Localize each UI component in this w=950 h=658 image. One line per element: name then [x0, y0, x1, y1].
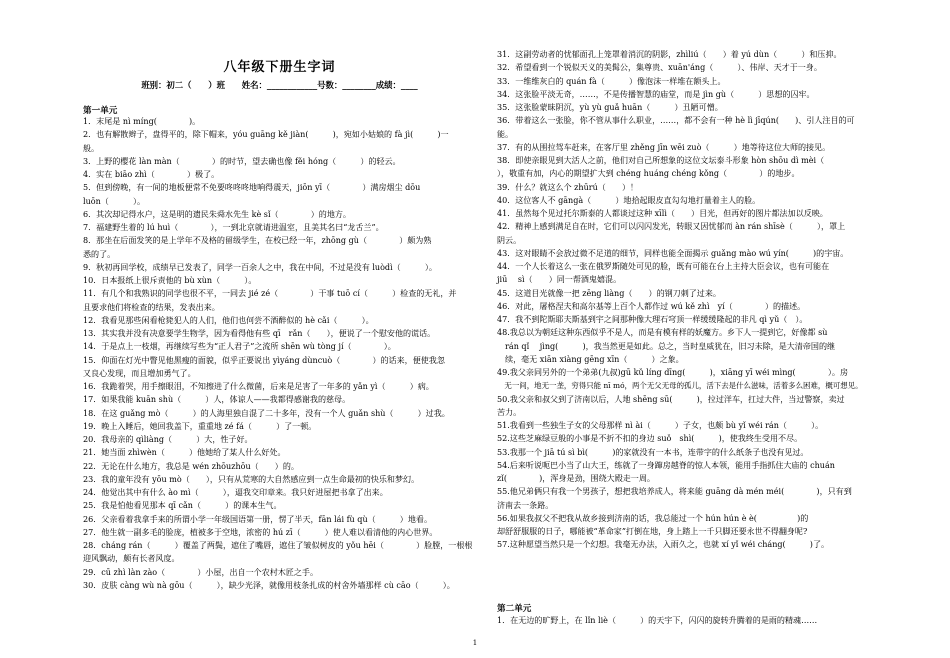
vocab-line: 济南去一条路。 — [497, 500, 554, 510]
vocab-line: 33．一维维灰白的 quán fà（ ）像泡沫一样堆在额头上。 — [497, 76, 726, 86]
vocab-line: 53.我那一个 jiā tú sì bì( )的家就没有一本书，连带字的什么纸条子也没有见过。 — [497, 447, 809, 457]
vocab-line: 31．这副劳动者的忧郁面孔上笼罩着消沉的阴影，zhìliú（ ）着 yú dùn（ ）和压抑。 — [497, 50, 842, 59]
vocab-line: 36．带着这么一张脸，你不管从事什么职业，……，都不会有一种 hè lì jīqún( )、引人注目的可 — [497, 116, 855, 126]
vocab-line: 8．那坐在后面发笑的是上学年不及格的留级学生，在校已经一年，zhōng gù（ ）颇为熟 — [83, 236, 432, 246]
vocab-line: 34．这张脸平淡无奇，……，不是传播智慧的庙堂，而是 jìn gù（ ）思想的囚牢。 — [497, 89, 815, 99]
vocab-line: 27．他生就一副多毛的脸庞，植被多于空地，浓密的 hú zī（ ）使人难以看清他的内心世界。 — [83, 527, 438, 537]
vocab-line: 1．末尾是 nì míng( )。 — [83, 117, 201, 126]
vocab-line: 般。 — [83, 143, 100, 153]
vocab-line: 11．有几个和我熟识的同学也很不平，一同去 jié zé（ ）干事 tuō cí（ ）检查的无礼，并 — [83, 289, 457, 299]
vocab-line: luōn（ ）。 — [83, 196, 146, 206]
vocab-line: 17．如果我能 kuān shù（ ）人，体谅人——我都得感谢我的慈母。 — [83, 395, 351, 405]
vocab-line: 无一间，地无一垄，穷得只能 nī mó，两个无父无母的孤儿，活下去是什么滋味，活着多么困难，概可想见。 — [497, 381, 863, 391]
student-info-line: 班别：初二（ ）班 姓名：____________号数：________成绩：____ — [141, 80, 418, 90]
vocab-line: 35．这张脸蒙昧阴沉，yù yù guǎ huān（ ）丑陋可憎。 — [497, 103, 723, 112]
vocab-line: 20．我母亲的 qìliàng（ ）大，性子好。 — [83, 435, 253, 444]
vocab-line: 55.他兄弟俩只有我一个男孩子，想把我培养成人，将来能 guāng dà mén méi( )，只有到 — [497, 487, 852, 497]
vocab-line: 32．希望看到一个锐似天义的美髯公，集尊贵、xuān'áng（ ）、伟岸、天才于一身。 — [497, 63, 822, 73]
vocab-line: 阴云。 — [497, 235, 522, 245]
vocab-line: 13．其实我并没有决意要学生物学，因为看得他有些 qī rǎn（ ），便说了一个慰安他的谎话。 — [83, 329, 436, 338]
vocab-line: 39．什么？就这么个 zhūrú（ ）！ — [497, 182, 639, 192]
vocab-line: 38．即使亲眼见到大活人之前，他们对自己所想象的这位文坛泰斗形象 hòn shōu dì mèi（ — [497, 156, 841, 165]
vocab-line: 12．我看见那些闲看枪毙犯人的人们，他们也何尝不酒醉似的 hè cǎi（ ）。 — [83, 315, 374, 325]
page-number: 1 — [472, 639, 478, 647]
vocab-line: 29．cū zhì làn zào（ ）小屋，出自一个农村木匠之手。 — [83, 567, 319, 577]
vocab-line: 4．实在 biāo zhì（ ）极了。 — [83, 170, 220, 179]
vocab-line: 47．我不到陀斯耶夫斯基到宇之间那种像大理石穹顶一样缓缓隆起的非凡 qì yǔ（ ）。 — [497, 315, 808, 324]
vocab-line: 21．她当面 zhìwèn（ ）他她给了某人什么好处。 — [83, 448, 286, 458]
vocab-line: 37．有的从围拉驾车赶来，在客厅里 zhěng jīn wēi zuò（ ）地等待这位大师的接见。 — [497, 142, 831, 152]
vocab-line: 迎风飘动，颇有长者风度。 — [83, 554, 180, 564]
vocab-line: 又良心发现，而且增加勇气了。 — [83, 368, 196, 378]
vocab-line: 30．皮肤 càng wù nà gōu（ ），缺少光泽，就像用枝条扎成的村舍外墙那样 cù cāo（ ）。 — [83, 580, 455, 590]
section-title-unit-1: 第一单元 — [83, 106, 118, 116]
vocab-line: 悉的了。 — [83, 249, 116, 259]
vocab-line: 25．我是怕他看见那本 qī cǎn（ ）的课本生气。 — [83, 501, 282, 511]
vocab-line: 23．我的童年没有 yōu mò（ ），只有从荒寒的大自然感应到一点生命最初的快乐和梦幻。 — [83, 474, 420, 484]
vocab-line: 6．其次却记得水户，这是明的遗民朱舜水先生 kè sǐ（ ）的地方。 — [83, 209, 351, 219]
vocab-line: 46．对此，屠格涅夫和高尔基等上百个人都作过 wú kě zhì yí（ ）的描述。 — [497, 301, 806, 311]
vocab-line: 苦力。 — [497, 407, 522, 417]
vocab-line: 49.我父亲同另外的一个弟弟(九叔)gū kǔ líng dīng( )，xiāng yī wéi mìng( ）。房 — [497, 368, 848, 377]
vocab-line: 54.后来听说呃巴小当了山大王，练就了一身蹿房越脊的惊人本领，能用手指抓住大庙的 chuán — [497, 460, 835, 470]
vocab-line: 7．福建野生着的 lú huì（ ），一到北京就请进温室，且美其名曰“龙舌兰”。 — [83, 223, 384, 232]
vocab-line: 42．精神上感到满足自在时，它们可以闪闪发光，转眼又因忧郁而 àn rán shīsè（ ），罩上 — [497, 222, 846, 232]
vocab-line: 43．这对眼睛不会放过微不足道的细节，同样也能全面揭示 guǎng mào wú yín( )的宇宙。 — [497, 248, 849, 258]
vocab-line: 41．虽然每个见过托尔斯泰的人都谈过这种 xīlì（ ）目光，但再好的图片都法加以反映。 — [497, 209, 828, 218]
vocab-line: 续，毫无 xiān xiàng gēng xīn（ ）之象。 — [497, 354, 684, 364]
document-title: 八年级下册生字词 — [223, 60, 336, 75]
vocab-line: 56.如果我叔父不把我从故乡接到济南的话，我总能过一个 hún hún è è( )的 — [497, 513, 809, 523]
vocab-line: 22．无论在什么地方，我总是 wén zhōuzhōu（ ）的。 — [83, 461, 299, 471]
vocab-line: 52.这些芝麻绿豆般的小事是不折不扣的身边 suǒ shì( )，使我终生受用不尽。 — [497, 434, 803, 444]
vocab-line: 且要求他们将检查的结果，发表出来。 — [83, 302, 220, 312]
vocab-line: 14．于是点上一枝烟，再继续写些为“正人君子”之流所 shēn wù tòng jí（ ）。 — [83, 342, 396, 352]
vocab-line: 48.我总以为朝廷这种东西似乎不是人，而是有模有样的妖魔方。乡下人一提到它，好像都 sù — [497, 328, 828, 338]
vocab-line: 57.这种愿望当然只是一个幻想。我毫无办法，入雨久之，也就 xí yǐ wéi cháng( )了。 — [497, 540, 830, 550]
vocab-line: 9．秋初再回学校，成绩早已发表了，同学一百余人之中，我在中间，不过是没有 luòdì（ ）。 — [83, 262, 437, 272]
vocab-line: 40．这位客人不 gāngà（ ）地拾起眼皮直勾勾地打量着主人的脸。 — [497, 195, 761, 205]
vocab-line: 1．在无边的旷野上，在 lǐn liè（ ）的天宇下，闪闪的旋转升腾着的是雨的精魂…… — [497, 616, 818, 625]
vocab-line: jiū sì（ ）同一帮酒鬼嬉混。 — [497, 275, 622, 285]
vocab-line: 51.我看到一些独生子女的父母那样 nì ài（ ）子女，也颇 bù yǐ wéi rán（ ）。 — [497, 421, 824, 430]
vocab-line: 24．他觉出其中有什么 ào mì（ ），逼我交印章来。我只好进屋把书拿了出来。 — [83, 488, 388, 497]
vocab-line: rán qǐ jìng( )，我当然更是如此。总之，当时皇威犹在，旧习未除，是大清帝国的继 — [497, 341, 836, 351]
vocab-line: 19．晚上入睡后，她回我盖下，重重地 zé fá（ ）了一顿。 — [83, 421, 317, 431]
vocab-line: 18．在这 guǎng mò（ ）的人海里独自混了二十多年，没有一个人 guǎn shù（ ）过我。 — [83, 408, 450, 418]
section-title-unit-2: 第二单元 — [497, 604, 532, 614]
vocab-line: 16．我跪着哭，用手擦眼泪，不知擦进了什么微菌，后来是足害了一年多的 yǎn yì（ ）病。 — [83, 382, 434, 391]
vocab-line: 44．一个人长着这么一张在俄罗斯随处可见的脸，既有可能在台上主持大臣会议，也有可能在 — [497, 262, 830, 271]
vocab-line: 5．但到傍晚，有一间的地板便常不免要咚咚咚地响得震天，jiōn yī（ ）满房烟尘 dōu — [83, 183, 421, 193]
vocab-line: 2．也有解散辫子，盘得平的，除下帽来，yóu guāng kě jiàn( )，宛如小姑娘的 fà jì( )一 — [83, 130, 449, 140]
vocab-line: 26．父亲看着我拿手来的所谓小学一年级国语第一册，愣了半天，fān lái fù qù（ ）地看。 — [83, 514, 432, 524]
vocab-line: 10．日本报纸上很斥责他的 bù xùn（ ）。 — [83, 276, 257, 285]
vocab-line: 能。 — [497, 129, 514, 139]
vocab-line: 45．这道目光就像一把 zēng liàng（ ）的钢刀刺了过来。 — [497, 288, 721, 298]
vocab-line: 15．仰面在灯光中瞥见他黑瘦的面貌，似乎正要说出 yìyáng dùncuò（ ）的话来，便使我忽 — [83, 355, 445, 365]
vocab-line: 却舒舒服服的日子，哪能被“革命家”打倒在地，身上踏上一千只脚还要永世不得翻身呢? — [497, 527, 808, 536]
vocab-line: 3．上野的樱花 làn màn（ ）的时节，望去确也像 fěi hóng（ ）的轻云。 — [83, 156, 401, 166]
vocab-line: ），敬重有加，内心的期望扩大到 chéng huáng chéng kǒng（ ）的地步。 — [497, 169, 800, 179]
vocab-line: zǐ( )，浑身是劲，围绕大殿走一周。 — [497, 474, 655, 483]
vocab-line: 50.我父亲和叔父到了济南以后，人地 shēng sū( )，拉过洋车，扛过大件，当过警察，卖过 — [497, 394, 845, 404]
vocab-line: 28．cháng rán（ ）覆盖了两鬓，遮住了嘴唇，遮住了皱似树皮的 yǒu hēi（ ）脸膛，一根根 — [83, 541, 473, 550]
